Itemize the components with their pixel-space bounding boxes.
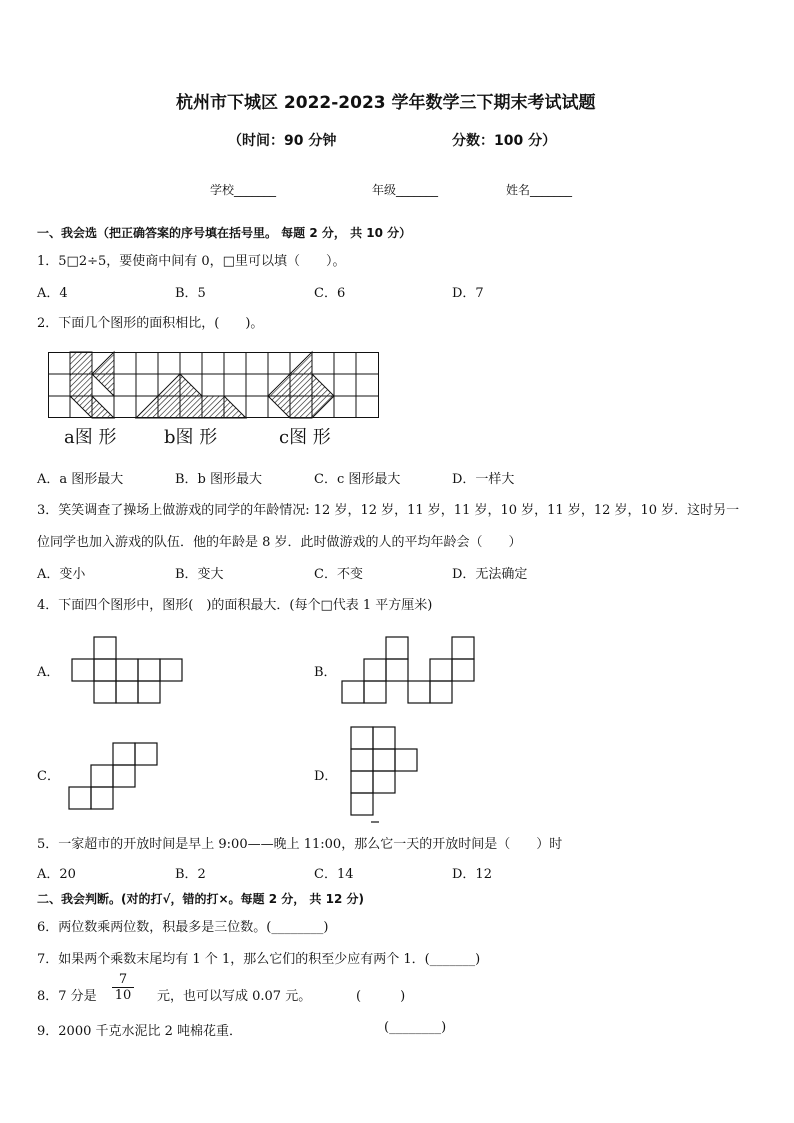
q4-option-c[interactable]: C．: [37, 769, 60, 784]
q3-option-d[interactable]: D．无法确定: [452, 567, 528, 582]
figure-c-label: c图 形: [279, 427, 331, 448]
q2-grid-figure: [48, 352, 382, 418]
question-9-blank[interactable]: (________): [384, 1020, 447, 1035]
q1-option-d[interactable]: D．7: [452, 286, 484, 301]
question-8-suffix: 元，也可以写成 0.07 元。: [157, 989, 312, 1004]
exam-score: 分数：100 分）: [452, 133, 557, 149]
q5-option-a[interactable]: A．20: [37, 867, 76, 882]
q1-option-c[interactable]: C．6: [314, 286, 346, 301]
q4-figure-b: [340, 636, 480, 706]
figure-a-label: a图 形: [64, 427, 117, 448]
q2-option-c[interactable]: C．c 图形最大: [314, 472, 401, 487]
q2-option-d[interactable]: D．一样大: [452, 472, 515, 487]
page-title: 杭州市下城区 2022-2023 学年数学三下期末考试试题: [176, 93, 596, 113]
question-4: 4．下面四个图形中，图形( )的面积最大．(每个□代表 1 平方厘米): [37, 598, 433, 613]
q3-option-c[interactable]: C．不变: [314, 567, 363, 582]
question-3-line-2: 位同学也加入游戏的队伍．他的年龄是 8 岁．此时做游戏的人的平均年龄会（ ）: [37, 535, 522, 550]
q1-option-a[interactable]: A．4: [37, 286, 68, 301]
q4-figure-c: [67, 742, 161, 812]
question-3-line-1: 3．笑笑调查了操场上做游戏的同学的年龄情况: 12 岁，12 岁，11 岁，11 岁，10 岁，11 岁，12 岁，10 岁．这时另一: [37, 503, 740, 518]
question-8-prefix: 8．7 分是: [37, 989, 97, 1004]
q3-option-b[interactable]: B．变大: [175, 567, 224, 582]
q4-option-d[interactable]: D．: [314, 769, 338, 784]
question-6: 6．两位数乘两位数，积最多是三位数。(________): [37, 920, 329, 935]
grade-field: 年级_______: [372, 183, 439, 197]
q1-option-b[interactable]: B．5: [175, 286, 206, 301]
name-field: 姓名_______: [506, 183, 573, 197]
section-1-title: 一、我会选（把正确答案的序号填在括号里。 每题 2 分， 共 10 分）: [37, 226, 412, 240]
fraction-7-10: [112, 972, 134, 1003]
section-2-title: 二、我会判断。(对的打√，错的打×。每题 2 分， 共 12 分): [37, 892, 364, 906]
q5-option-b[interactable]: B．2: [175, 867, 206, 882]
q2-option-b[interactable]: B．b 图形最大: [175, 472, 263, 487]
q5-option-d[interactable]: D．12: [452, 867, 492, 882]
question-7: 7．如果两个乘数末尾均有 1 个 1，那么它们的积至少应有两个 1．(_______): [37, 952, 481, 967]
question-2: 2．下面几个图形的面积相比，( )。: [37, 316, 264, 331]
figure-b-label: b图 形: [164, 427, 218, 448]
q3-option-a[interactable]: A．变小: [37, 567, 86, 582]
q4-option-a[interactable]: A．: [37, 665, 60, 680]
q2-option-a[interactable]: A．a 图形最大: [37, 472, 124, 487]
school-field: 学校_______: [210, 183, 277, 197]
question-5: 5．一家超市的开放时间是早上 9:00——晚上 11:00，那么它一天的开放时间是（ ）时: [37, 837, 563, 852]
fraction-denominator: 10: [114, 988, 132, 1003]
question-9: 9．2000 千克水泥比 2 吨棉花重．: [37, 1024, 243, 1039]
q4-figure-a: [70, 636, 184, 706]
exam-time: （时间：90 分钟: [228, 133, 337, 149]
question-8-blank[interactable]: ( ): [356, 989, 406, 1004]
q5-option-c[interactable]: C．14: [314, 867, 354, 882]
figure-c-shape: [268, 352, 334, 418]
q4-figure-d: [349, 726, 424, 826]
q4-option-b[interactable]: B．: [314, 665, 337, 680]
question-1: 1．5□2÷5，要使商中间有 0，□里可以填（ ）。: [37, 254, 346, 269]
fraction-numerator: 7: [112, 972, 134, 988]
